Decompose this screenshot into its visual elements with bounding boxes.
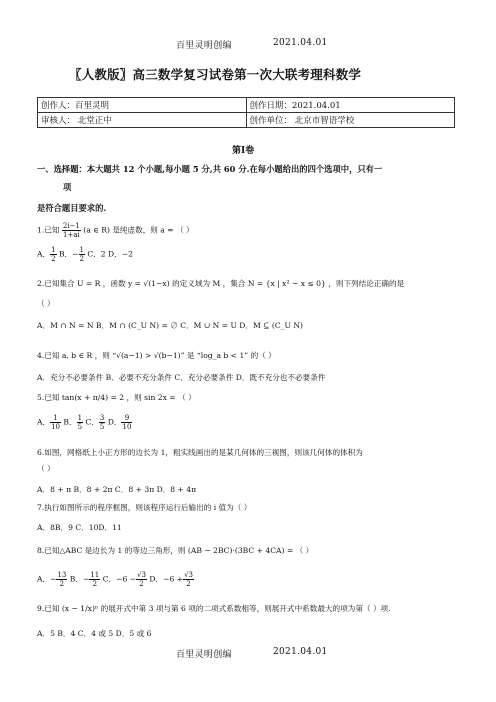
q1-opt-a: A． bbox=[37, 249, 51, 259]
question-6-options: A．8 + π B．8 + 2π C．8 + 3π D．8 + 4π bbox=[37, 485, 197, 494]
q5-opt-a-num: 1 bbox=[50, 414, 61, 423]
section-line-3: 是符合题目要求的. bbox=[37, 203, 107, 213]
question-1-options bbox=[37, 246, 133, 263]
q8-opt-b-num: 11 bbox=[90, 571, 100, 579]
q1-opt-b: B．− bbox=[58, 249, 79, 259]
q8-opt-a-den: 2 bbox=[59, 580, 65, 588]
q1-suffix: (a ∈ R) 是纯虚数，则 a = （ ） bbox=[83, 225, 194, 235]
q8-opt-b: B．− bbox=[69, 574, 90, 584]
question-2-line-2: （ ） bbox=[37, 299, 55, 308]
q5-opt-a: A． bbox=[37, 417, 51, 427]
q8-opt-c-num: √3 bbox=[137, 571, 146, 579]
q8-opt-d: D．−6 + bbox=[149, 574, 184, 584]
question-4-options: A．充分不必要条件 B．必要不充分条件 C．充分必要条件 D．既不充分也不必要条件 bbox=[37, 373, 326, 382]
question-8-line-1: 8.已知△ABC 是边长为 1 的等边三角形，则 (AB − 2BC)·(3BC + 4CA) = （ ） bbox=[37, 546, 314, 555]
section-line-2: 项 bbox=[63, 182, 72, 192]
q5-opt-d-den: 10 bbox=[122, 423, 132, 431]
q8-opt-a-frac bbox=[56, 571, 67, 588]
question-6-line-2: （ ） bbox=[37, 464, 55, 473]
q8-opt-b-frac bbox=[89, 571, 100, 588]
reviewer-cell: 审核人： 北堂正中 bbox=[38, 113, 247, 128]
question-4-line-1: 4.已知 a, b ∈ R ，则 “√(a−1) > √(b−1)” 是 “log_a b < 1” 的（ ） bbox=[37, 351, 276, 360]
header-date: 2021.04.01 bbox=[273, 38, 328, 48]
q1-opt-b-frac bbox=[79, 246, 85, 263]
q8-opt-c-den: 2 bbox=[139, 580, 144, 588]
page-title: 〖人教版〗高三数学复习试卷第一次大联考理科数学 bbox=[69, 67, 362, 82]
q1-opt-b-den: 2 bbox=[79, 255, 84, 263]
question-1-stem bbox=[37, 222, 194, 239]
volume-heading: 第Ⅰ卷 bbox=[232, 146, 255, 156]
question-8-options bbox=[37, 571, 194, 588]
q5-opt-d-frac bbox=[121, 414, 132, 431]
creator-cell: 创作人：百里灵明 bbox=[38, 98, 247, 113]
q5-opt-d-num: 9 bbox=[121, 414, 132, 423]
question-9-options: A．5 B．4 C．4 或 5 D．5 或 6 bbox=[37, 629, 152, 638]
q8-opt-a: A．− bbox=[37, 574, 57, 584]
q1-opt-a-frac bbox=[50, 246, 56, 263]
question-7-line-1: 7.执行如图所示的程序框图，则该程序运行后输出的 i 值为（ ） bbox=[37, 503, 252, 512]
q5-opt-a-den: 10 bbox=[51, 423, 60, 431]
q5-opt-c: C． bbox=[85, 417, 99, 427]
question-7-options: A．8B．9 C．10D．11 bbox=[37, 523, 122, 532]
question-2-options: A．M ∩ N = N B．M ∩ (C_U N) = ∅ C．M ∪ N = U D．M ⊆ (C_U N) bbox=[37, 321, 303, 330]
q8-opt-d-frac bbox=[183, 571, 194, 588]
q5-opt-c-frac bbox=[99, 414, 105, 431]
question-6-line-1: 6.如图，网格纸上小正方形的边长为 1，粗实线画出的是某几何体的三视图，则该几何体的体积为 bbox=[37, 448, 363, 457]
footer-author: 百里灵明创编 bbox=[176, 650, 232, 660]
question-2-line-1: 2.已知集合 U = R ，函数 y = √(1−x) 的定义域为 M ，集合 N = {x | x² − x ≤ 0} ，则下列结论正确的是 bbox=[37, 279, 405, 288]
q8-opt-c: C．−6 − bbox=[102, 574, 137, 584]
q5-opt-b-num: 1 bbox=[77, 414, 83, 422]
org-cell: 创作单位： 北京市智语学校 bbox=[246, 113, 455, 128]
question-5-options bbox=[37, 414, 132, 431]
question-5-line-1: 5.已知 tan(x + π/4) = 2 ，则 sin 2x = （ ） bbox=[37, 393, 196, 402]
footer-date: 2021.04.01 bbox=[273, 647, 328, 657]
info-table bbox=[37, 97, 455, 128]
q8-opt-d-num: √3 bbox=[184, 571, 193, 579]
q5-opt-b-frac bbox=[77, 414, 83, 431]
q1-opt-a-den: 2 bbox=[51, 255, 56, 263]
q1-prefix: 1.已知 bbox=[37, 225, 60, 235]
question-9-line-1: 9.已知 (x − 1/x)ⁿ 的展开式中第 3 项与第 6 项的二项式系数相等，则展开式中系数最大的项为第（ ）项. bbox=[37, 604, 391, 613]
q5-opt-a-frac bbox=[50, 414, 61, 431]
q8-opt-c-frac bbox=[136, 571, 147, 588]
header-author: 百里灵明创编 bbox=[176, 41, 232, 51]
section-line-1: 一、选择题：本大题共 12 个小题,每小题 5 分,共 60 分.在每小题给出的四个选项中，只有一 bbox=[37, 164, 383, 174]
q5-opt-b: B． bbox=[63, 417, 77, 427]
q5-opt-c-den: 5 bbox=[99, 423, 105, 431]
q5-opt-c-num: 3 bbox=[99, 414, 105, 422]
q5-opt-d: D． bbox=[107, 417, 122, 427]
q1-opt-rest: C．2 D．−2 bbox=[87, 249, 133, 259]
q8-opt-a-num: 13 bbox=[57, 571, 67, 579]
q8-opt-b-den: 2 bbox=[92, 580, 98, 588]
q5-opt-b-den: 5 bbox=[77, 423, 83, 431]
create-date-cell: 创作日期：2021.04.01 bbox=[246, 98, 455, 113]
q1-opt-a-num: 1 bbox=[51, 246, 56, 254]
q1-fraction bbox=[62, 222, 81, 239]
q1-opt-b-num: 1 bbox=[79, 246, 84, 254]
q8-opt-d-den: 2 bbox=[186, 580, 191, 588]
q1-denominator: 1+ai bbox=[63, 231, 80, 239]
q1-numerator: 2i−1 bbox=[62, 222, 80, 230]
